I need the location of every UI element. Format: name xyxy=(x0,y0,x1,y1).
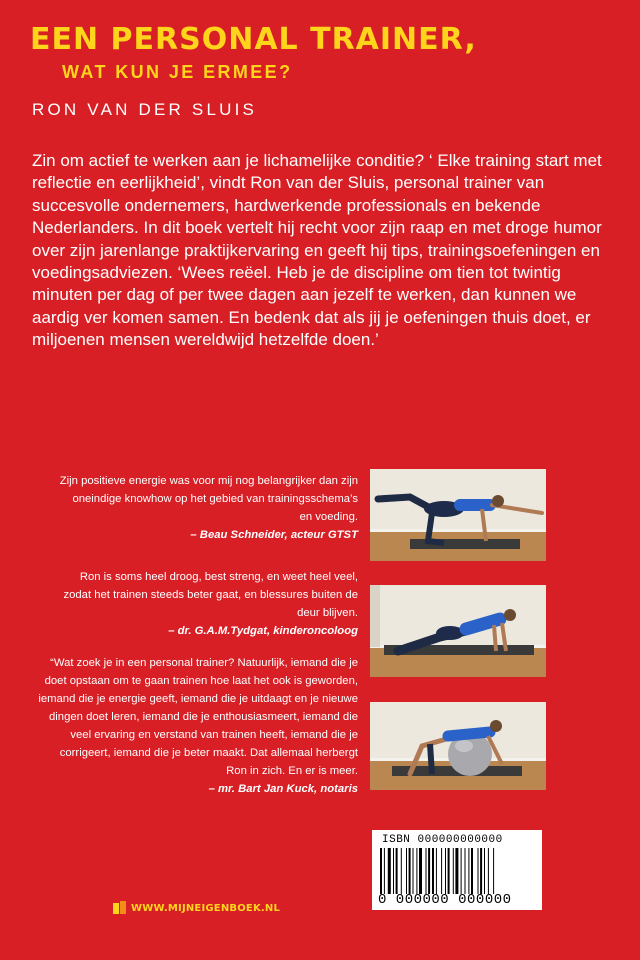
barcode-bar xyxy=(396,848,398,894)
barcode-bar xyxy=(401,848,402,894)
barcode-bar xyxy=(493,848,494,894)
barcode-bar xyxy=(441,848,442,894)
barcode-number: 0 000000 000000 xyxy=(378,892,512,908)
barcode-bar xyxy=(448,848,450,894)
book-title: EEN PERSONAL TRAINER, xyxy=(30,22,477,57)
publisher-url: WWW.MIJNEIGENBOEK.NL xyxy=(131,902,281,914)
quote-text: “Wat zoek je in een personal trainer? Natuurlijk, iemand die je doet opstaan om te gaan trainen hoe laat het ook is geworden, iemand die je energie geeft, iemand die je uitdaagt en je nieuwe dingen doet leren, iemand die je enthousiasmeert, iemand die veel ervaring en verstand van trainen heeft, iemand die je corrigeert, iemand die je beter maakt. Dat allemaal herbergt Ron in zich. En er is meer. xyxy=(38,657,358,777)
barcode-bar xyxy=(384,848,385,894)
book-subtitle: WAT KUN JE ERMEE? xyxy=(62,62,293,82)
testimonial-quote xyxy=(38,654,358,798)
quote-source: – Beau Schneider, acteur GTST xyxy=(190,529,358,541)
testimonial-quote xyxy=(58,472,358,544)
barcode-bar xyxy=(478,848,479,894)
exercise-photo-ball-bridge xyxy=(370,702,546,790)
exercise-photo-bird-dog xyxy=(370,469,546,561)
barcode-bar xyxy=(455,848,458,894)
barcode-bar xyxy=(488,848,489,894)
quote-text: Zijn positieve energie was voor mij nog belangrijker dan zijn oneindige knowhow op het gebied van trainingsschema’s en voeding. xyxy=(59,475,358,523)
testimonial-quote xyxy=(58,568,358,640)
barcode-bar xyxy=(461,848,462,894)
barcode-bar xyxy=(436,848,437,894)
barcode-bars xyxy=(380,848,534,894)
barcode-bar xyxy=(484,848,485,894)
isbn-barcode xyxy=(372,830,542,910)
barcode-bar xyxy=(445,848,446,894)
barcode-bar xyxy=(413,848,414,894)
quote-source: – dr. G.A.M.Tydgat, kinderoncoloog xyxy=(168,625,358,637)
barcode-bar xyxy=(480,848,482,894)
barcode-bar xyxy=(380,848,382,894)
barcode-bar xyxy=(409,848,411,894)
barcode-bar xyxy=(428,848,430,894)
isbn-label: ISBN 000000000000 xyxy=(382,834,503,846)
barcode-bar xyxy=(465,848,466,894)
barcode-bar xyxy=(468,848,469,894)
publisher-mark xyxy=(112,900,280,916)
barcode-bar xyxy=(419,848,422,894)
author-name: RON VAN DER SLUIS xyxy=(32,100,258,119)
exercise-photo-plank xyxy=(370,585,546,677)
quote-source: – mr. Bart Jan Kuck, notaris xyxy=(208,783,358,795)
barcode-bar xyxy=(388,848,391,894)
barcode-bar xyxy=(416,848,417,894)
barcode-bar xyxy=(406,848,407,894)
barcode-bar xyxy=(432,848,434,894)
book-icon xyxy=(112,900,128,916)
back-cover-blurb: Zin om actief te werken aan je lichamelijke conditie? ‘ Elke training start met reflectie en eerlijkheid’, vindt Ron van der Sluis, personal trainer van succesvolle ondernemers, hardwerkende professionals en bekende Nederlanders. In dit boek vertelt hij recht voor zijn raap en met droge humor over zijn jarenlange praktijkervaring en geeft hij tips, trainingsoefeningen en voedingsadviezen. ‘Wees reëel. Heb je de discipline om tien tot twintig minuten per dag of per twee dagen aan jezelf te werken, dan kunnen we aardig ver komen samen. En bedenk dat als jij je oefeningen thuis doet, er miljoenen mensen wereldwijd hetzelfde doen.’ xyxy=(32,151,602,350)
barcode-bar xyxy=(426,848,427,894)
barcode-bar xyxy=(453,848,454,894)
barcode-bar xyxy=(393,848,394,894)
barcode-bar xyxy=(471,848,473,894)
quote-text: Ron is soms heel droog, best streng, en weet heel veel, zodat het trainen steeds beter gaat, en blessures buiten de deur blijven. xyxy=(63,571,358,619)
